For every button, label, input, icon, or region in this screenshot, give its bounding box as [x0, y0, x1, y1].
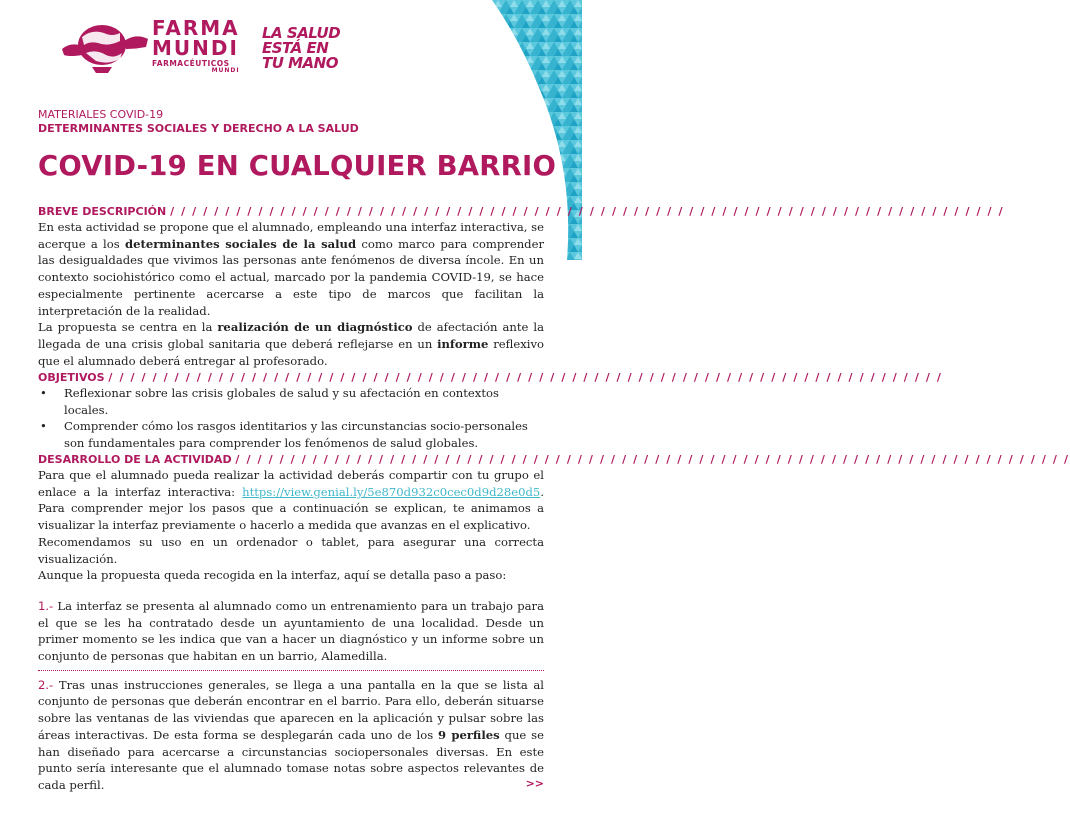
step-number: 2.-	[38, 677, 54, 692]
slogan-line1: LA SALUD	[262, 24, 341, 42]
breve-paragraph-1: En esta actividad se propone que el alumnado, empleando una interfaz interactiva, se acerque a los determinantes sociales de la salud como marco para comprender las desigualdades que vivimos las personas ante fenómenos de diversa íncole. En un contexto sociohistórico como el actual, marcado por la pandemia COVID-19, se hace especialmente pertinente acercarse a este tipo de marcos que facilitan la interpretación de la realidad.	[38, 220, 544, 318]
step-2: 2.- Tras unas instrucciones generales, se llega a una pantalla en la que se lista al conjunto de personas que deberán encontrar en el barrio. Para ello, deberán situarse sobre las ventanas de las viviendas que aparecen en la aplicación y pulsar sobre las áreas interactivas. De esta forma se desplegarán cada uno de los 9 perfiles que se han diseñado para acercarse a circunstancias sociopersonales diversas. En este punto sería interesante que el alumnado tomase notas sobre aspectos relevantes de cada perfil.	[38, 677, 544, 792]
next-page-indicator[interactable]: >>	[525, 777, 544, 790]
heading-slashes: / / / / / / / / / / / / / / / / / / / / / / / / / / / / / / / / / / / / / / / / / / / / / / / / / / / / / / / / / / / / / / / / / / / / / / / / / / / /	[170, 205, 1005, 218]
section-heading	[38, 204, 1005, 219]
slogan-line3: TU MANO	[262, 54, 338, 72]
objectives-list	[38, 385, 544, 451]
step-1: 1.- La interfaz se presenta al alumnado como un entrenamiento para un trabajo para el que se les ha contratado desde un ayuntamiento de una localidad. Desde un primer momento se les indica que van a hacer un diagnóstico y un informe sobre un conjunto de personas que habitan en un barrio, Alamedilla.	[38, 598, 544, 664]
brand-name-line1: FARMA	[152, 16, 240, 40]
bullet-icon: •	[40, 386, 47, 400]
page-title: COVID-19 EN CUALQUIER BARRIO	[38, 150, 557, 182]
section-heading	[38, 370, 943, 385]
brand-name-line4: MUNDI	[211, 66, 240, 74]
slogan-line2: ESTÁ EN	[262, 39, 329, 57]
brand-name-line3: FARMACÉUTICOS	[152, 59, 230, 68]
genially-link[interactable]: https://view.genial.ly/5e870d932c0cec0d9d28e0d5	[242, 484, 541, 499]
heading-slashes: / / / / / / / / / / / / / / / / / / / / / / / / / / / / / / / / / / / / / / / / / / / / / / / / / / / / / / / / / / / / / / / / / / / / / / / / / / / /	[108, 371, 943, 384]
section-heading	[38, 452, 1070, 467]
globe-hands-icon	[62, 19, 148, 73]
slogan-logo	[262, 26, 340, 71]
heading-text: OBJETIVOS	[38, 371, 105, 384]
section-breve-descripcion	[38, 204, 1005, 369]
farmamundi-logo	[62, 18, 240, 74]
section-desarrollo	[38, 452, 1070, 794]
step-number: 1.-	[38, 598, 54, 613]
list-item: • Reflexionar sobre las crisis globales de salud y su afectación en contextos locales.	[40, 386, 499, 417]
list-item: • Comprender cómo los rasgos identitarios y las circunstancias socio-personales son fundamentales para comprender los fenómenos de salud globales.	[40, 419, 528, 450]
heading-slashes: / / / / / / / / / / / / / / / / / / / / / / / / / / / / / / / / / / / / / / / / / / / / / / / / / / / / / / / / / / / / / / / / / / / / / / / / / / / /	[235, 453, 1070, 466]
desarrollo-paragraph-3: Aunque la propuesta queda recogida en la interfaz, aquí se detalla paso a paso:	[38, 568, 507, 583]
heading-text: BREVE DESCRIPCIÓN	[38, 205, 167, 218]
section-objetivos	[38, 370, 943, 451]
brand-name-line2: MUNDI	[152, 36, 239, 60]
desarrollo-paragraph-1: Para que el alumnado pueda realizar la actividad deberás compartir con tu grupo el enlace a la interfaz interactiva: https://view.genial.ly/5e870d932c0cec0d9d28e0d5. Para comprender mejor los pasos que a continuación se explican, te animamos a visualizar la interfaz previamente o hacerlo a medida que avanzas en el explicativo.	[38, 468, 544, 533]
desarrollo-paragraph-2: Recomendamos su uso en un ordenador o tablet, para asegurar una correcta visualización.	[38, 534, 544, 566]
materials-label: MATERIALES COVID-19	[38, 108, 164, 121]
document-subtitle: DETERMINANTES SOCIALES Y DERECHO A LA SALUD	[38, 122, 359, 135]
heading-text: DESARROLLO DE LA ACTIVIDAD	[38, 453, 232, 466]
bullet-icon: •	[40, 419, 47, 433]
breve-paragraph-2: La propuesta se centra en la realización de un diagnóstico de afectación ante la llegada de una crisis global sanitaria que deberá reflejarse en un informe reflexivo que el alumnado deberá entregar al profesorado.	[38, 320, 544, 368]
dotted-divider	[38, 669, 544, 671]
header-kicker	[38, 108, 359, 136]
